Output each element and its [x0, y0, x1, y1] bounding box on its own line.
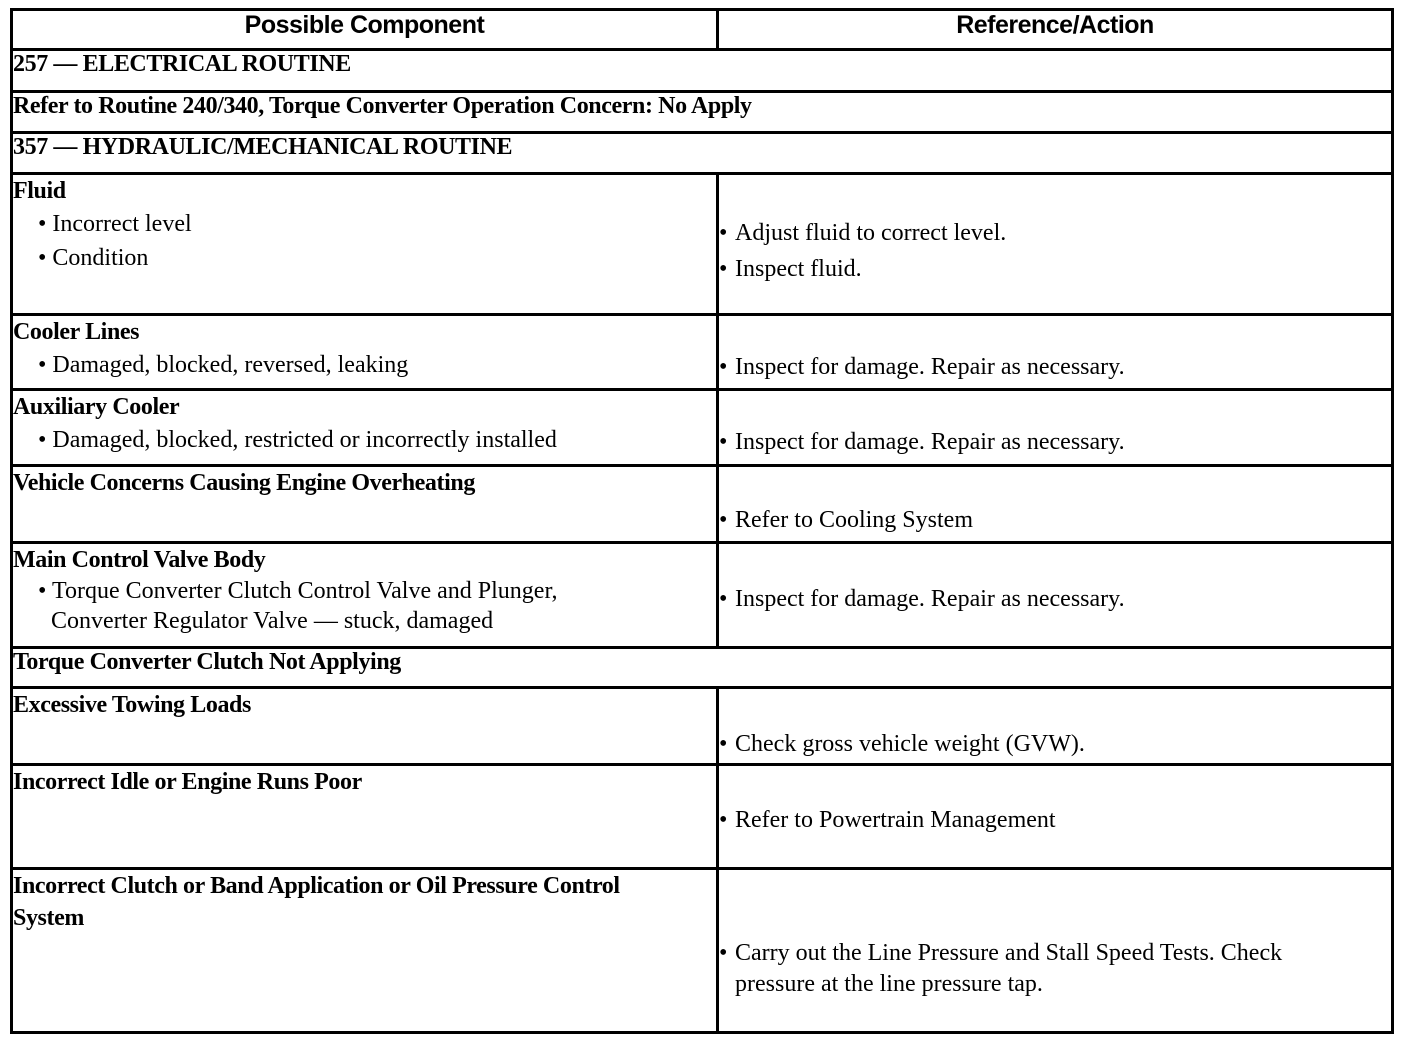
action-item [719, 507, 1391, 534]
table-row [12, 315, 1393, 390]
column-header-action: Reference/Action [718, 10, 1393, 50]
table-row [12, 688, 1393, 765]
component-cell [12, 315, 718, 390]
action-item [719, 429, 1391, 456]
action-item [719, 215, 1391, 251]
bullet-icon: • [719, 354, 728, 380]
component-title: Main Control Valve Body [13, 547, 266, 573]
table-row [12, 390, 1393, 466]
component-sub [13, 576, 716, 636]
section-row-hydraulic [12, 133, 1393, 174]
action-item [719, 354, 1391, 381]
table-row [12, 869, 1393, 1033]
action-cell [718, 765, 1393, 869]
component-sub [13, 241, 716, 275]
component-title: Vehicle Concerns Causing Engine Overheating [13, 470, 475, 496]
component-title: Incorrect Idle or Engine Runs Poor [13, 769, 362, 795]
bullet-icon: • [38, 578, 47, 604]
action-cell [718, 174, 1393, 315]
section-refer-routine: Refer to Routine 240/340, Torque Converter Operation Concern: No Apply [12, 92, 1393, 133]
action-cell [718, 543, 1393, 648]
action-text: Inspect for damage. Repair as necessary. [735, 586, 1125, 612]
section-hydraulic-routine: 357 — HYDRAULIC/MECHANICAL ROUTINE [12, 133, 1393, 174]
action-cell [718, 466, 1393, 543]
action-cell [718, 688, 1393, 765]
action-text: Refer to Cooling System [735, 507, 973, 533]
table-row [12, 765, 1393, 869]
bullet-icon: • [38, 352, 47, 378]
table-row [12, 543, 1393, 648]
bullet-icon: • [719, 256, 728, 282]
action-item [719, 586, 1391, 613]
component-title: Incorrect Clutch or Band Application or Oil Pressure Control System [13, 873, 620, 931]
component-sub-text: Damaged, blocked, reversed, leaking [52, 352, 409, 378]
component-title: Excessive Towing Loads [13, 692, 251, 718]
action-item [719, 251, 1391, 287]
component-cell [12, 765, 718, 869]
action-item [719, 807, 1391, 834]
component-cell [12, 174, 718, 315]
bullet-icon: • [719, 940, 728, 966]
diagnosis-table [10, 8, 1394, 1034]
bullet-icon: • [719, 429, 728, 455]
bullet-icon: • [719, 731, 728, 757]
action-item [719, 731, 1391, 758]
bullet-icon: • [719, 220, 728, 246]
component-cell [12, 543, 718, 648]
bullet-icon: • [38, 211, 47, 237]
component-sub-text: Condition [52, 245, 149, 271]
component-cell [12, 390, 718, 466]
component-sub [13, 348, 716, 382]
action-text: Adjust fluid to correct level. [735, 220, 1007, 246]
bullet-icon: • [719, 586, 728, 612]
section-row-tcc [12, 648, 1393, 688]
component-sub [13, 423, 716, 457]
component-title: Fluid [13, 178, 66, 204]
action-text: Carry out the Line Pressure and Stall Speed Tests. Check pressure at the line pressure tap. [735, 940, 1283, 997]
action-text: Inspect for damage. Repair as necessary. [735, 354, 1125, 380]
component-title: Auxiliary Cooler [13, 394, 180, 420]
section-row-electrical [12, 50, 1393, 92]
table-row [12, 174, 1393, 315]
bullet-icon: • [719, 807, 728, 833]
component-cell [12, 466, 718, 543]
component-cell [12, 688, 718, 765]
section-tcc-not-applying: Torque Converter Clutch Not Applying [12, 648, 1393, 688]
section-electrical-routine: 257 — ELECTRICAL ROUTINE [12, 50, 1393, 92]
component-sub [13, 207, 716, 241]
bullet-icon: • [38, 427, 47, 453]
action-text: Inspect for damage. Repair as necessary. [735, 429, 1125, 455]
component-sub-text: Torque Converter Clutch Control Valve and Plunger, Converter Regulator Valve — stuck, damaged [51, 578, 558, 634]
action-text: Check gross vehicle weight (GVW). [735, 731, 1085, 757]
component-sub-text: Damaged, blocked, restricted or incorrectly installed [52, 427, 557, 453]
table-row [12, 466, 1393, 543]
component-cell [12, 869, 718, 1033]
action-text: Refer to Powertrain Management [735, 807, 1056, 833]
column-header-component: Possible Component [12, 10, 718, 50]
action-item [719, 938, 1301, 1000]
header-row [12, 10, 1393, 50]
action-cell [718, 390, 1393, 466]
action-text: Inspect fluid. [735, 256, 862, 282]
component-title: Cooler Lines [13, 319, 140, 345]
bullet-icon: • [38, 245, 47, 271]
bullet-icon: • [719, 507, 728, 533]
section-row-refer [12, 92, 1393, 133]
component-sub-text: Incorrect level [52, 211, 192, 237]
action-cell [718, 869, 1393, 1033]
action-cell [718, 315, 1393, 390]
